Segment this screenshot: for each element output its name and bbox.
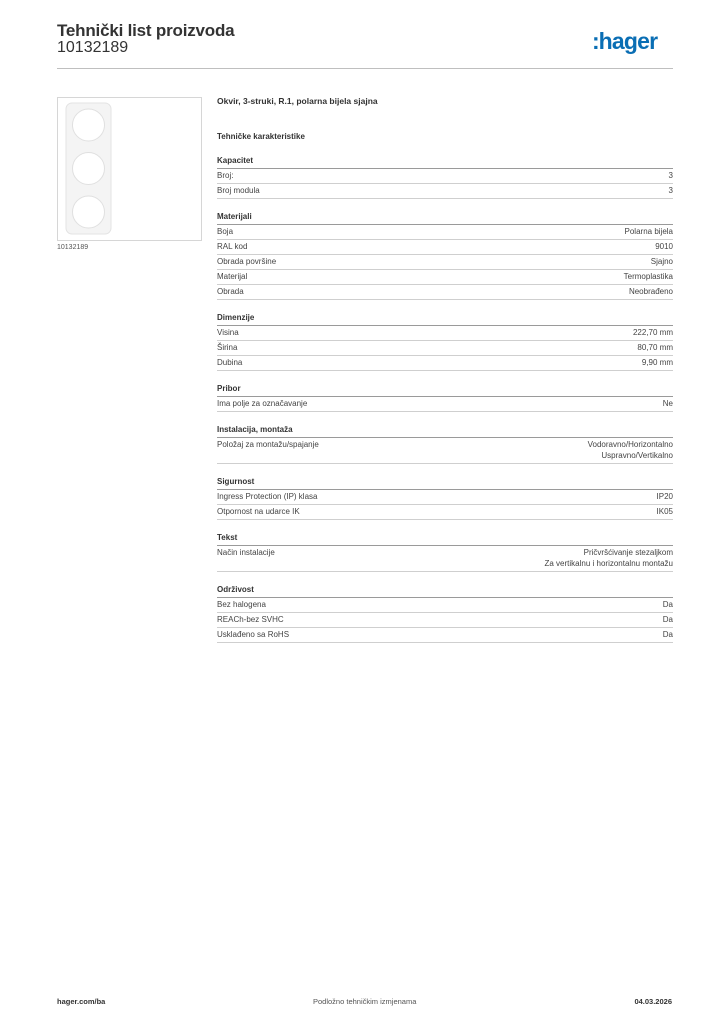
spec-row bbox=[217, 628, 673, 643]
spec-group-title: Kapacitet bbox=[217, 155, 673, 169]
spec-value: Da bbox=[662, 615, 673, 624]
spec-value-line: Uspravno/Vertikalno bbox=[601, 451, 673, 460]
spec-row bbox=[217, 356, 673, 371]
spec-value: 80,70 mm bbox=[637, 343, 673, 352]
spec-group bbox=[217, 155, 673, 199]
product-code: 10132189 bbox=[57, 39, 129, 56]
spec-label: Otpornost na udarce IK bbox=[217, 507, 300, 516]
spec-label: Ima polje za označavanje bbox=[217, 399, 308, 408]
spec-label: Materijal bbox=[217, 272, 248, 281]
spec-value: Neobrađeno bbox=[628, 287, 673, 296]
hager-logo: :hager bbox=[592, 28, 658, 54]
spec-label: Usklađeno sa RoHS bbox=[217, 630, 290, 639]
spec-group-title: Tekst bbox=[217, 532, 673, 546]
spec-value: 3 bbox=[668, 186, 673, 195]
spec-label: Bez halogena bbox=[217, 600, 266, 609]
specifications bbox=[217, 95, 673, 643]
spec-row bbox=[217, 505, 673, 520]
spec-value: 9,90 mm bbox=[641, 358, 673, 367]
spec-group bbox=[217, 476, 673, 520]
spec-value: Sjajno bbox=[650, 257, 673, 266]
spec-label: REACh-bez SVHC bbox=[217, 615, 284, 624]
spec-label: Širina bbox=[217, 343, 238, 352]
spec-row bbox=[217, 341, 673, 356]
footer-note: Podložno tehničkim izmjenama bbox=[313, 997, 417, 1006]
spec-row bbox=[217, 169, 673, 184]
spec-group bbox=[217, 584, 673, 643]
spec-row bbox=[217, 546, 673, 572]
spec-row bbox=[217, 490, 673, 505]
spec-group bbox=[217, 211, 673, 300]
spec-row bbox=[217, 225, 673, 240]
spec-value-line: Pričvršćivanje stezaljkom bbox=[583, 548, 673, 557]
spec-group-title: Sigurnost bbox=[217, 476, 673, 490]
spec-label: Dubina bbox=[217, 358, 243, 367]
spec-row bbox=[217, 397, 673, 412]
spec-group-title: Pribor bbox=[217, 383, 673, 397]
spec-value bbox=[544, 547, 673, 569]
spec-row bbox=[217, 240, 673, 255]
spec-group-title: Materijali bbox=[217, 211, 673, 225]
spec-label: RAL kod bbox=[217, 242, 248, 251]
logo-text: hager bbox=[598, 28, 658, 54]
spec-value: 9010 bbox=[655, 242, 673, 251]
spec-value: Polarna bijela bbox=[624, 227, 673, 236]
spec-value: IP20 bbox=[656, 492, 673, 501]
spec-group bbox=[217, 383, 673, 412]
spec-row bbox=[217, 326, 673, 341]
spec-value-line: Za vertikalnu i horizontalnu montažu bbox=[544, 559, 673, 568]
spec-row bbox=[217, 438, 673, 464]
document-title: Tehnički list proizvoda bbox=[57, 21, 235, 40]
spec-value: Da bbox=[662, 600, 673, 609]
spec-value bbox=[588, 439, 673, 461]
spec-row bbox=[217, 255, 673, 270]
spec-row bbox=[217, 270, 673, 285]
spec-row bbox=[217, 184, 673, 199]
spec-groups bbox=[217, 155, 673, 643]
spec-label: Položaj za montažu/spajanje bbox=[217, 440, 319, 449]
header-divider bbox=[57, 68, 673, 69]
spec-row bbox=[217, 613, 673, 628]
product-name: Okvir, 3-struki, R.1, polarna bijela sjajna bbox=[217, 96, 378, 106]
spec-group bbox=[217, 312, 673, 371]
spec-value: 222,70 mm bbox=[632, 328, 673, 337]
spec-value: Da bbox=[662, 630, 673, 639]
spec-value: 3 bbox=[668, 171, 673, 180]
product-image bbox=[57, 97, 202, 241]
footer-date: 04.03.2026 bbox=[634, 997, 672, 1006]
footer-website: hager.com/ba bbox=[57, 997, 106, 1006]
spec-label: Broj modula bbox=[217, 186, 260, 195]
spec-group-title: Održivost bbox=[217, 584, 673, 598]
section-heading: Tehničke karakteristike bbox=[217, 132, 305, 141]
spec-label: Ingress Protection (IP) klasa bbox=[217, 492, 318, 501]
spec-value: Ne bbox=[662, 399, 673, 408]
spec-value: Termoplastika bbox=[623, 272, 673, 281]
spec-group-title: Dimenzije bbox=[217, 312, 673, 326]
spec-label: Obrada bbox=[217, 287, 244, 296]
spec-group bbox=[217, 424, 673, 464]
spec-label: Visina bbox=[217, 328, 239, 337]
spec-value-line: Vodoravno/Horizontalno bbox=[587, 440, 673, 449]
spec-row bbox=[217, 285, 673, 300]
spec-label: Boja bbox=[217, 227, 234, 236]
image-caption: 10132189 bbox=[57, 244, 89, 251]
spec-group bbox=[217, 532, 673, 572]
spec-label: Broj: bbox=[217, 171, 234, 180]
spec-value: IK05 bbox=[656, 507, 673, 516]
spec-group-title: Instalacija, montaža bbox=[217, 424, 673, 438]
spec-row bbox=[217, 598, 673, 613]
spec-label: Obrada površine bbox=[217, 257, 277, 266]
frame-illustration bbox=[58, 98, 201, 240]
spec-label: Način instalacije bbox=[217, 548, 275, 557]
